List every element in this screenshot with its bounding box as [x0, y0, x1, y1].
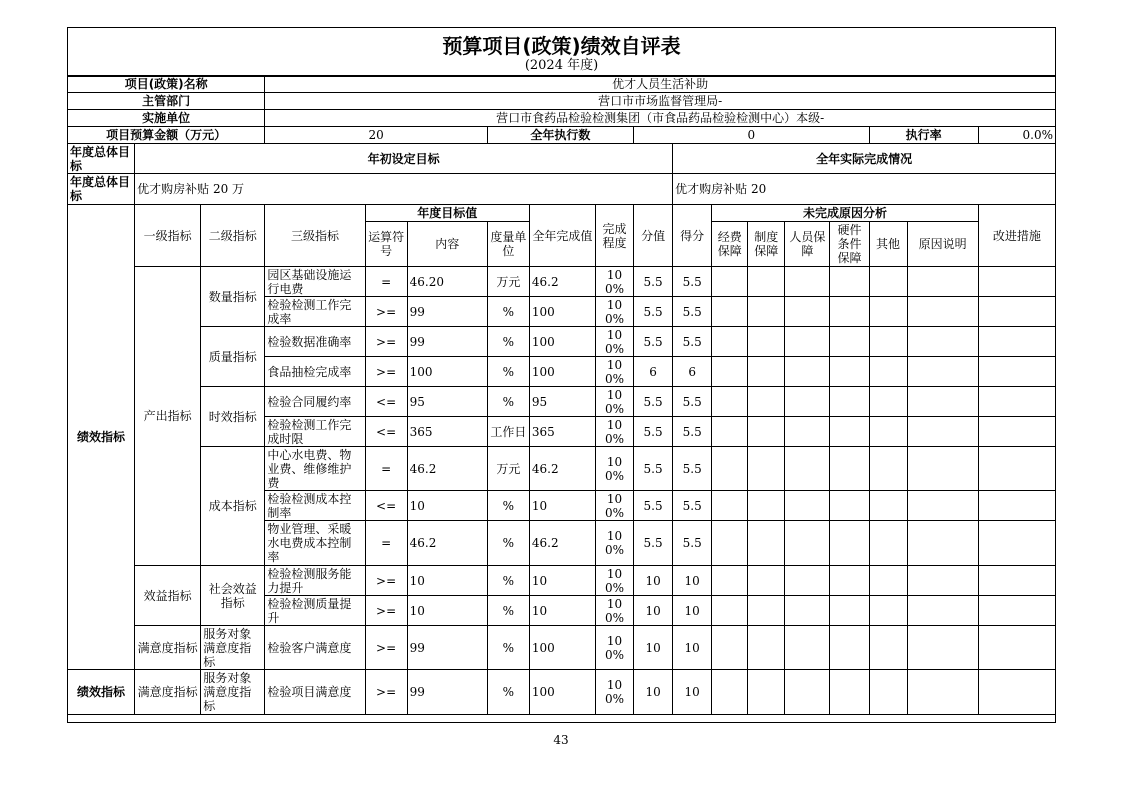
- table-row: [68, 327, 1056, 357]
- indicator-op: >=: [365, 670, 407, 715]
- indicator-degree: 100%: [596, 626, 634, 670]
- indicator-op: <=: [365, 417, 407, 447]
- indicator-degree: 100%: [596, 447, 634, 491]
- indicator-unit: %: [487, 297, 529, 327]
- indicator-unit: 万元: [487, 447, 529, 491]
- indicator-content: 10: [407, 491, 487, 521]
- group-quantity: 数量指标: [201, 267, 265, 327]
- initial-goal-text: 优才购房补贴 20 万: [135, 174, 673, 205]
- indicator-score: 5.5: [673, 387, 712, 417]
- indicator-score: 10: [673, 670, 712, 715]
- indicator-op: =: [365, 267, 407, 297]
- indicator-score: 5.5: [673, 327, 712, 357]
- indicator-name: 检验检测服务能力提升: [265, 566, 365, 596]
- group-satisfaction: 满意度指标: [135, 626, 201, 670]
- indicator-annual: 100: [529, 327, 595, 357]
- indicator-name: 检验检测工作完成率: [265, 297, 365, 327]
- col-reason-group: 未完成原因分析: [712, 205, 978, 222]
- indicator-full-score: 5.5: [634, 417, 673, 447]
- col-target-group: 年度目标值: [365, 205, 529, 222]
- indicator-name: 园区基础设施运行电费: [265, 267, 365, 297]
- form-year: (2024 年度): [524, 58, 599, 73]
- indicator-content: 99: [407, 327, 487, 357]
- col-score: 得分: [673, 205, 712, 267]
- indicator-full-score: 5.5: [634, 297, 673, 327]
- indicator-annual: 95: [529, 387, 595, 417]
- indicator-op: >=: [365, 626, 407, 670]
- indicator-degree: 100%: [596, 566, 634, 596]
- col-reason-staff: 人员保障: [785, 222, 830, 267]
- indicator-full-score: 5.5: [634, 267, 673, 297]
- indicator-score: 10: [673, 626, 712, 670]
- indicator-op: >=: [365, 357, 407, 387]
- indicator-op: =: [365, 447, 407, 491]
- exec-value: 0: [634, 127, 869, 144]
- indicator-content: 10: [407, 596, 487, 626]
- col-reason-funding: 经费保障: [712, 222, 748, 267]
- indicator-unit: 万元: [487, 267, 529, 297]
- indicator-content: 95: [407, 387, 487, 417]
- indicator-degree: 100%: [596, 670, 634, 715]
- indicator-annual: 10: [529, 596, 595, 626]
- dept-label: 主管部门: [68, 93, 265, 110]
- indicator-annual: 100: [529, 357, 595, 387]
- col-improve: 改进措施: [978, 205, 1055, 267]
- indicator-full-score: 5.5: [634, 387, 673, 417]
- dept-value: 营口市市场监督管理局-: [265, 93, 1056, 110]
- indicator-name: 检验合同履约率: [265, 387, 365, 417]
- indicator-name: 物业管理、采暖水电费成本控制率: [265, 521, 365, 566]
- indicator-content: 99: [407, 670, 487, 715]
- indicator-name: 检验客户满意度: [265, 626, 365, 670]
- indicator-score: 5.5: [673, 267, 712, 297]
- col-content: 内容: [407, 222, 487, 267]
- project-name-value: 优才人员生活补助: [265, 76, 1056, 93]
- indicator-annual: 365: [529, 417, 595, 447]
- col-annual: 全年完成值: [529, 205, 595, 267]
- group-service: 服务对象满意度指标: [201, 626, 265, 670]
- perf-label: 绩效指标: [68, 205, 135, 670]
- group-service-2: 服务对象满意度指标: [201, 670, 265, 715]
- indicator-content: 365: [407, 417, 487, 447]
- indicator-degree: 100%: [596, 297, 634, 327]
- table-row: [68, 670, 1056, 715]
- goal-label: 年度总体目标: [68, 144, 135, 174]
- indicator-full-score: 5.5: [634, 491, 673, 521]
- indicator-degree: 100%: [596, 596, 634, 626]
- indicator-full-score: 10: [634, 596, 673, 626]
- col-unit: 度量单位: [487, 222, 529, 267]
- indicator-unit: %: [487, 626, 529, 670]
- indicator-annual: 46.2: [529, 521, 595, 566]
- indicator-unit: %: [487, 387, 529, 417]
- unit-label: 实施单位: [68, 110, 265, 127]
- group-cost: 成本指标: [201, 447, 265, 566]
- budget-value: 20: [265, 127, 487, 144]
- indicator-full-score: 5.5: [634, 327, 673, 357]
- indicator-name: 中心水电费、物业费、维修维护费: [265, 447, 365, 491]
- indicator-unit: %: [487, 521, 529, 566]
- col-level3: 三级指标: [265, 205, 365, 267]
- indicator-annual: 10: [529, 566, 595, 596]
- group-timeliness: 时效指标: [201, 387, 265, 447]
- evaluation-table: [67, 75, 1056, 715]
- indicator-score: 5.5: [673, 447, 712, 491]
- indicator-op: <=: [365, 491, 407, 521]
- indicator-annual: 100: [529, 297, 595, 327]
- rate-value: 0.0%: [978, 127, 1055, 144]
- indicator-score: 5.5: [673, 491, 712, 521]
- page-number: 43: [553, 733, 569, 747]
- budget-label: 项目预算金额（万元）: [68, 127, 265, 144]
- actual-goal-header: 全年实际完成情况: [673, 144, 1056, 174]
- indicator-name: 检验数据准确率: [265, 327, 365, 357]
- indicator-degree: 100%: [596, 521, 634, 566]
- indicator-name: 检验检测工作完成时限: [265, 417, 365, 447]
- indicator-name: 检验检测质量提升: [265, 596, 365, 626]
- indicator-content: 100: [407, 357, 487, 387]
- indicator-full-score: 6: [634, 357, 673, 387]
- col-reason-hardware: 硬件条件保障: [830, 222, 869, 267]
- indicator-full-score: 5.5: [634, 447, 673, 491]
- indicator-op: >=: [365, 297, 407, 327]
- col-score-full: 分值: [634, 205, 673, 267]
- indicator-degree: 100%: [596, 387, 634, 417]
- col-level1: 一级指标: [135, 205, 201, 267]
- indicator-op: <=: [365, 387, 407, 417]
- indicator-annual: 46.2: [529, 447, 595, 491]
- group-quality: 质量指标: [201, 327, 265, 387]
- indicator-degree: 100%: [596, 267, 634, 297]
- indicator-op: >=: [365, 596, 407, 626]
- table-row: [68, 267, 1056, 297]
- goal-label-2: 年度总体目标: [68, 174, 135, 205]
- perf-label-2: 绩效指标: [68, 670, 135, 715]
- initial-goal-header: 年初设定目标: [135, 144, 673, 174]
- indicator-name: 检验项目满意度: [265, 670, 365, 715]
- indicator-op: =: [365, 521, 407, 566]
- indicator-unit: %: [487, 670, 529, 715]
- indicator-name: 食品抽检完成率: [265, 357, 365, 387]
- indicator-name: 检验检测成本控制率: [265, 491, 365, 521]
- indicator-degree: 100%: [596, 491, 634, 521]
- form-title: 预算项目(政策)绩效自评表: [442, 34, 681, 58]
- indicator-score: 5.5: [673, 297, 712, 327]
- indicator-score: 10: [673, 566, 712, 596]
- indicator-full-score: 5.5: [634, 521, 673, 566]
- indicator-score: 10: [673, 596, 712, 626]
- indicator-content: 46.2: [407, 447, 487, 491]
- table-row: [68, 626, 1056, 670]
- indicator-content: 46.20: [407, 267, 487, 297]
- evaluation-form: [67, 27, 1056, 723]
- indicator-degree: 100%: [596, 357, 634, 387]
- indicator-annual: 46.2: [529, 267, 595, 297]
- indicator-score: 6: [673, 357, 712, 387]
- table-row: [68, 387, 1056, 417]
- group-output: 产出指标: [135, 267, 201, 566]
- group-benefit: 效益指标: [135, 566, 201, 626]
- indicator-degree: 100%: [596, 327, 634, 357]
- unit-value: 营口市食药品检验检测集团（市食品药品检验检测中心）本级-: [265, 110, 1056, 127]
- col-reason-system: 制度保障: [748, 222, 785, 267]
- indicator-op: >=: [365, 566, 407, 596]
- group-social: 社会效益指标: [201, 566, 265, 626]
- indicator-unit: %: [487, 491, 529, 521]
- indicator-unit: %: [487, 327, 529, 357]
- group-satisfaction-2: 满意度指标: [135, 670, 201, 715]
- col-degree: 完成程度: [596, 205, 634, 267]
- indicator-content: 46.2: [407, 521, 487, 566]
- indicator-unit: %: [487, 357, 529, 387]
- table-row: [68, 566, 1056, 596]
- indicator-op: >=: [365, 327, 407, 357]
- exec-label: 全年执行数: [487, 127, 633, 144]
- col-op: 运算符号: [365, 222, 407, 267]
- indicator-full-score: 10: [634, 626, 673, 670]
- indicator-content: 10: [407, 566, 487, 596]
- col-reason-other: 其他: [869, 222, 907, 267]
- indicator-full-score: 10: [634, 670, 673, 715]
- table-row: [68, 447, 1056, 491]
- indicator-unit: 工作日: [487, 417, 529, 447]
- form-header: [68, 28, 1055, 77]
- indicator-score: 5.5: [673, 417, 712, 447]
- col-reason-note: 原因说明: [907, 222, 978, 267]
- indicator-full-score: 10: [634, 566, 673, 596]
- indicator-content: 99: [407, 626, 487, 670]
- indicator-annual: 100: [529, 670, 595, 715]
- col-level2: 二级指标: [201, 205, 265, 267]
- indicator-annual: 100: [529, 626, 595, 670]
- indicator-annual: 10: [529, 491, 595, 521]
- indicator-unit: %: [487, 566, 529, 596]
- indicator-unit: %: [487, 596, 529, 626]
- indicator-degree: 100%: [596, 417, 634, 447]
- indicator-score: 5.5: [673, 521, 712, 566]
- rate-label: 执行率: [869, 127, 978, 144]
- actual-goal-text: 优才购房补贴 20: [673, 174, 1056, 205]
- indicator-content: 99: [407, 297, 487, 327]
- project-name-label: 项目(政策)名称: [68, 76, 265, 93]
